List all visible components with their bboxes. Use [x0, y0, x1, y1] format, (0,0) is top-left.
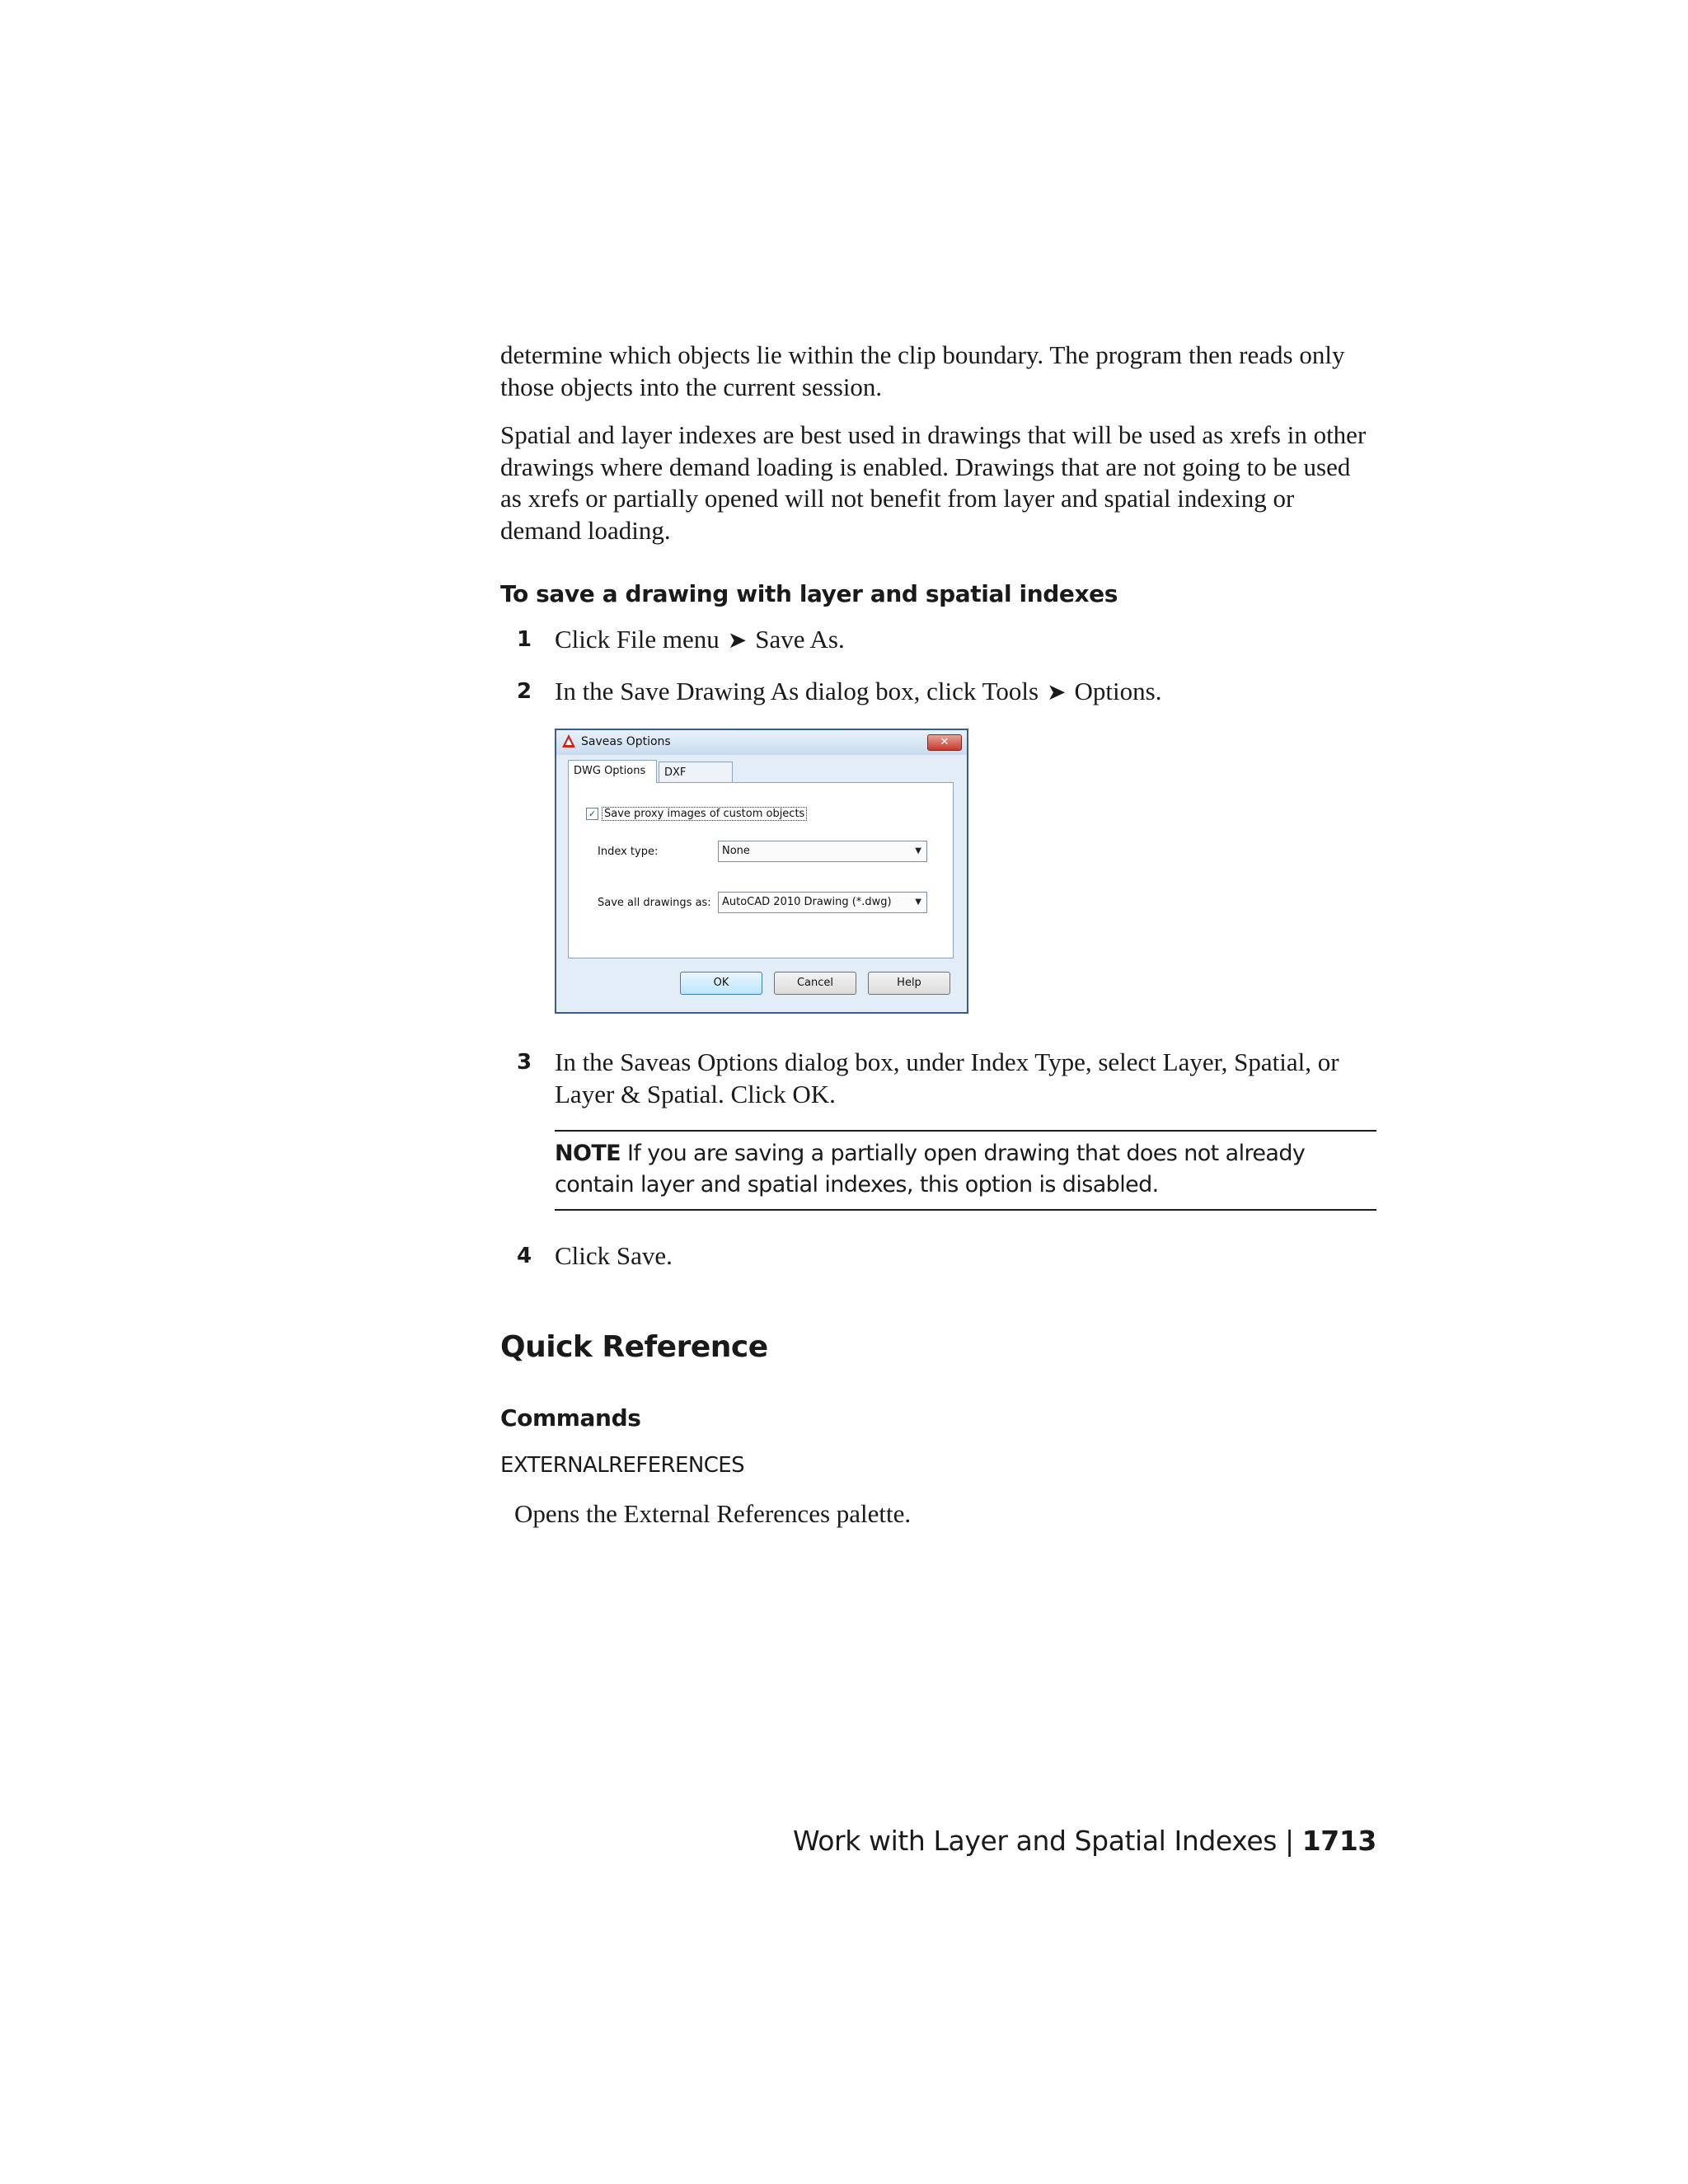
footer-separator: |	[1285, 1825, 1294, 1857]
commands-heading: Commands	[500, 1404, 641, 1432]
proxy-images-checkbox[interactable]: ✓	[586, 808, 598, 820]
cancel-button[interactable]: Cancel	[774, 972, 856, 995]
help-button[interactable]: Help	[868, 972, 950, 995]
save-all-select[interactable]	[718, 892, 927, 913]
note-body	[555, 1132, 1376, 1209]
note-text: If you are saving a partially open drawing that does not already contain layer and spatial indexes, this option is disabled.	[555, 1141, 1306, 1197]
intro-paragraph-2: Spatial and layer indexes are best used in drawings that will be used as xrefs in other drawings where demand loading is enabled. Drawings that are not going to be used as xrefs or partially opened will not benefit from layer and spatial indexing or demand loading.	[500, 420, 1367, 545]
dialog-title: Saveas Options	[581, 735, 671, 748]
footer-section-title: Work with Layer and Spatial Indexes	[792, 1825, 1278, 1857]
command-description: Opens the External References palette.	[514, 1499, 912, 1528]
note-bottom-rule	[555, 1209, 1376, 1211]
step-text	[555, 676, 1376, 709]
step-text-after: Options.	[1074, 677, 1162, 705]
intro-paragraph-1: determine which objects lie within the clip boundary. The program then reads only those objects into the current session.	[500, 340, 1345, 401]
step-text	[555, 624, 1376, 657]
ok-button[interactable]: OK	[680, 972, 762, 995]
page-number: 1713	[1301, 1825, 1376, 1857]
quick-reference-heading: Quick Reference	[500, 1330, 768, 1364]
step-text-before: Click File menu	[555, 625, 720, 654]
save-all-label: Save all drawings as:	[598, 897, 711, 909]
step-number: 4	[517, 1244, 532, 1268]
step-text: Click Save.	[555, 1241, 673, 1270]
step-text: In the Saveas Options dialog box, under Index Type, select Layer, Spatial, or Layer & Spatial. Click OK.	[555, 1047, 1339, 1108]
step-number: 2	[517, 679, 532, 704]
step-text-after: Save As.	[755, 625, 845, 654]
saveas-options-dialog	[555, 729, 968, 1014]
save-all-value: AutoCAD 2010 Drawing (*.dwg)	[722, 896, 892, 908]
index-type-select[interactable]	[718, 841, 927, 862]
index-type-value: None	[722, 845, 750, 857]
chevron-down-icon: ▼	[915, 898, 921, 907]
close-icon[interactable]: ✕	[927, 734, 962, 751]
menu-arrow-icon: ➤	[727, 626, 748, 654]
dialog-title-bar	[556, 730, 967, 755]
step-number: 1	[517, 627, 532, 652]
page-footer	[793, 1823, 1376, 1859]
autocad-logo-icon	[561, 733, 576, 748]
tab-dxf-options[interactable]: DXF	[659, 762, 733, 783]
command-name: EXTERNALREFERENCES	[500, 1453, 744, 1478]
tab-dwg-options[interactable]: DWG Options	[568, 760, 657, 783]
note-label: NOTE	[555, 1141, 621, 1166]
chevron-down-icon: ▼	[915, 846, 921, 855]
proxy-images-label: Save proxy images of custom objects	[602, 807, 807, 821]
procedure-heading: To save a drawing with layer and spatial indexes	[500, 580, 1118, 607]
note-box	[555, 1130, 1376, 1211]
index-type-label: Index type:	[598, 846, 659, 858]
menu-arrow-icon: ➤	[1047, 678, 1067, 705]
step-number: 3	[517, 1050, 532, 1075]
proxy-images-checkbox-row[interactable]	[586, 808, 807, 820]
step-text-before: In the Save Drawing As dialog box, click Tools	[555, 677, 1039, 705]
